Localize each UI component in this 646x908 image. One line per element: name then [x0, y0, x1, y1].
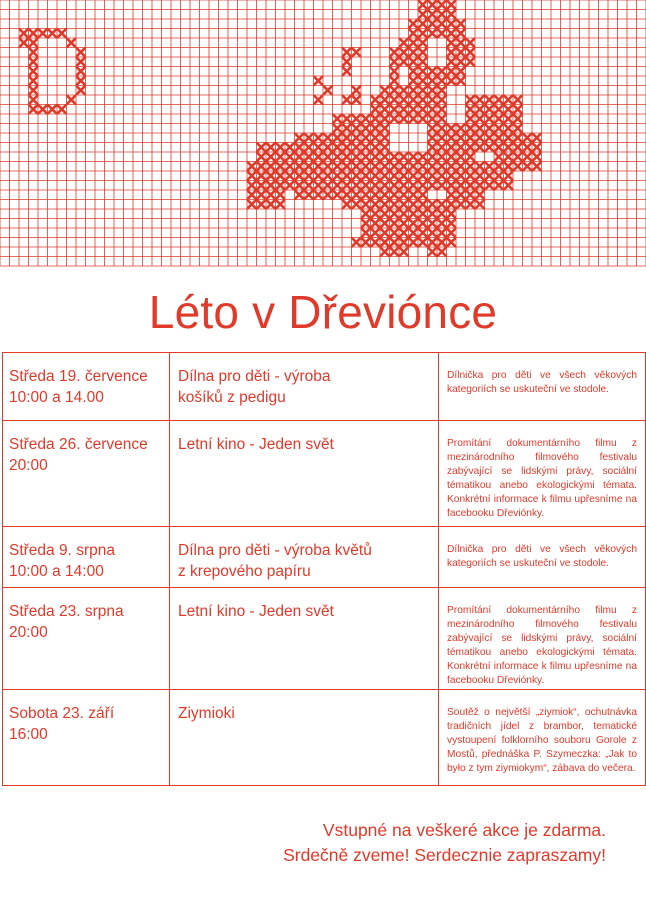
event-activity-line: z krepového papíru [178, 563, 311, 580]
event-when [3, 421, 169, 476]
event-when-cell [3, 588, 170, 690]
event-when-cell [3, 421, 170, 527]
event-when-cell [3, 527, 170, 588]
event-activity-line: košíků z pedigu [178, 389, 286, 406]
event-time: 10:00 a 14:00 [9, 563, 104, 580]
event-activity-line: Dílna pro děti - výroba [178, 368, 331, 385]
event-activity-line: Zіymioki [178, 704, 235, 722]
event-time: 20:00 [9, 457, 48, 474]
event-description-cell [439, 421, 646, 527]
event-activity [170, 690, 438, 724]
event-when [3, 527, 169, 582]
event-activity-line: Letní kino - Jeden svět [178, 436, 334, 453]
event-time: 10:00 a 14.00 [9, 389, 104, 406]
page-title: Léto v Dřeviónce [148, 286, 498, 338]
event-description-cell [439, 588, 646, 690]
event-activity-cell [170, 353, 439, 421]
cross-stitch-header-art [0, 0, 646, 272]
event-date: Středa 23. srpna [9, 603, 124, 620]
footer-free-entry: Vstupné na veškeré akce je zdarma. [322, 820, 606, 840]
event-date: Středa 26. července [9, 436, 148, 453]
event-activity-line: Dílna pro děti - výroba květů [178, 542, 372, 559]
event-when-cell [3, 689, 170, 785]
event-when [3, 588, 169, 643]
event-time: 16:00 [9, 725, 48, 743]
event-row [3, 527, 646, 588]
footer-invitation: Srdečně zveme! Serdecznie zapraszamy! [283, 845, 606, 865]
event-description: Soutěž o největší „ziymiok“, ochutnávka tradičních jídel z brambor, tematické vystoupení folklorního souboru Gorole z Mostů, přednáška P. Szymeczka: „Jak to było z tym ziymiokym“, zábava do večera. [447, 706, 637, 774]
event-activity-cell [170, 527, 439, 588]
event-when [3, 690, 169, 745]
event-when-cell [3, 353, 170, 421]
event-date: Středa 19. července [9, 368, 148, 385]
event-activity [170, 421, 438, 455]
event-description: Promítání dokumentárního filmu z mezinárodního filmového festivalu zabývající se lidskými právy, sociální tématikou anebo ekologickými témata. Konkrétní informace k filmu upřesníme na facebooku Dřeviónky. [447, 438, 637, 520]
event-activity [170, 588, 438, 622]
event-when [3, 353, 169, 408]
footer [283, 818, 606, 868]
event-activity [170, 527, 438, 582]
event-activity-cell [170, 421, 439, 527]
event-row [3, 421, 646, 527]
event-activity-line: Letní kino - Jeden svět [178, 603, 334, 620]
event-date: Středa 9. srpna [9, 542, 115, 559]
event-row [3, 588, 646, 690]
event-activity-cell [170, 588, 439, 690]
events-table [2, 352, 646, 786]
event-row [3, 353, 646, 421]
event-description-cell [439, 353, 646, 421]
event-time: 20:00 [9, 624, 48, 641]
event-description: Dílnička pro děti ve všech věkových kategoriích se uskuteční ve stodole. [447, 370, 637, 396]
event-description: Dílnička pro děti ve všech věkových kategoriích se uskuteční ve stodole. [447, 544, 637, 570]
event-date: Sobota 23. září [9, 704, 115, 722]
event-description-cell [439, 689, 646, 785]
event-activity-cell [170, 689, 439, 785]
event-description: Promítání dokumentárního filmu z mezinárodního filmového festivalu zabývající se lidskými právy, sociální tématikou anebo ekologickými témata. Konkrétní informace k filmu upřesníme na facebooku Dřeviónky. [447, 605, 637, 687]
event-description-cell [439, 527, 646, 588]
event-row [3, 689, 646, 785]
event-activity [170, 353, 438, 408]
